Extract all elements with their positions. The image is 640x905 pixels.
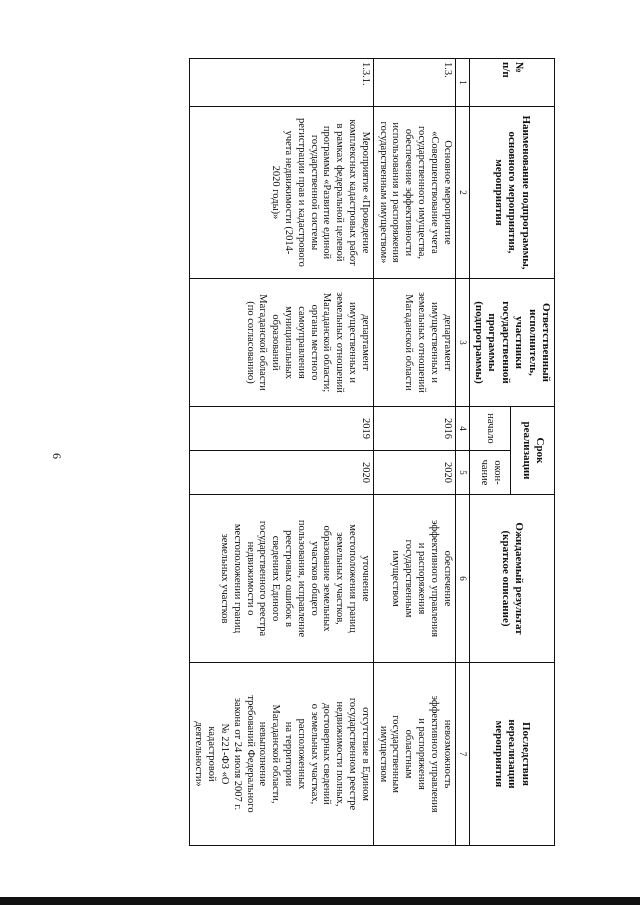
header-start: начало [469,407,511,451]
column-number: 3 [455,279,469,407]
column-number: 2 [455,107,469,279]
header-number: № п/п [469,59,554,107]
end-year: 2020 [373,451,455,495]
consequences: отсутствие в Едином государственном реестре недвижимости полных, достоверных сведений о земельных участках, расположенных на территории Магаданской области, невыполнение требований Федерального закона от 24 июля 2007 г. № 221-ФЗ «О кадастровой деятельности» [189,663,373,846]
column-number: 5 [455,451,469,495]
page-bottom-border [0,897,640,905]
consequences: невозможность эффективного управления и распоряжения областным государственным имуществом [373,663,455,846]
expected-result: уточнение местоположения границ земельных участков, образование земельных участков общего пользования, исправление реестровых ошибок в сведениях Единого государственного реестра недвижимости о местоположении границ земельных участков [189,495,373,663]
header-name: Наименование подпрограммы, основного мероприятия, мероприятия [469,107,554,279]
expected-result: обеспечение эффективного управления и распоряжения государственным имуществом [373,495,455,663]
table-row [189,59,373,846]
row-number: 1.3. [373,59,455,107]
row-number: 1.3.1. [189,59,373,107]
header-executor: Ответственный исполнитель, участники государственной программы (подпрограммы) [469,279,554,407]
end-year: 2020 [189,451,373,495]
program-measures-table [189,58,555,846]
executor: департамент имущественных и земельных отношений Магаданской области; органы местного самоуправления муниципальных образований Магаданской области (по согласованию) [189,279,373,407]
column-number: 4 [455,407,469,451]
start-year: 2016 [373,407,455,451]
executor: департамент имущественных и земельных отношений Магаданской области [373,279,455,407]
header-period: Срок реализации [511,407,555,495]
column-number: 7 [455,663,469,846]
header-result: Ожидаемый результат (краткое описание) [469,495,554,663]
header-row [511,59,555,846]
measure-name: Основное мероприятие «Совершенствование учета государственного имущества, обеспечение эффективности использования и распоряжения государственным имуществом» [373,107,455,279]
header-consequences: Последствия нереализации мероприятия [469,663,554,846]
column-numbers-row [455,59,469,846]
table-row [373,59,455,846]
page-number: 6 [50,453,64,459]
measure-name: Мероприятие «Проведение комплексных кадастровых работ в рамках федеральной целевой программы «Развитие единой государственной системы регистрации прав и кадастрового учета недвижимости (2014- 2020 годы)» [189,107,373,279]
start-year: 2019 [189,407,373,451]
column-number: 1 [455,59,469,107]
header-end: окон- чание [469,451,511,495]
column-number: 6 [455,495,469,663]
